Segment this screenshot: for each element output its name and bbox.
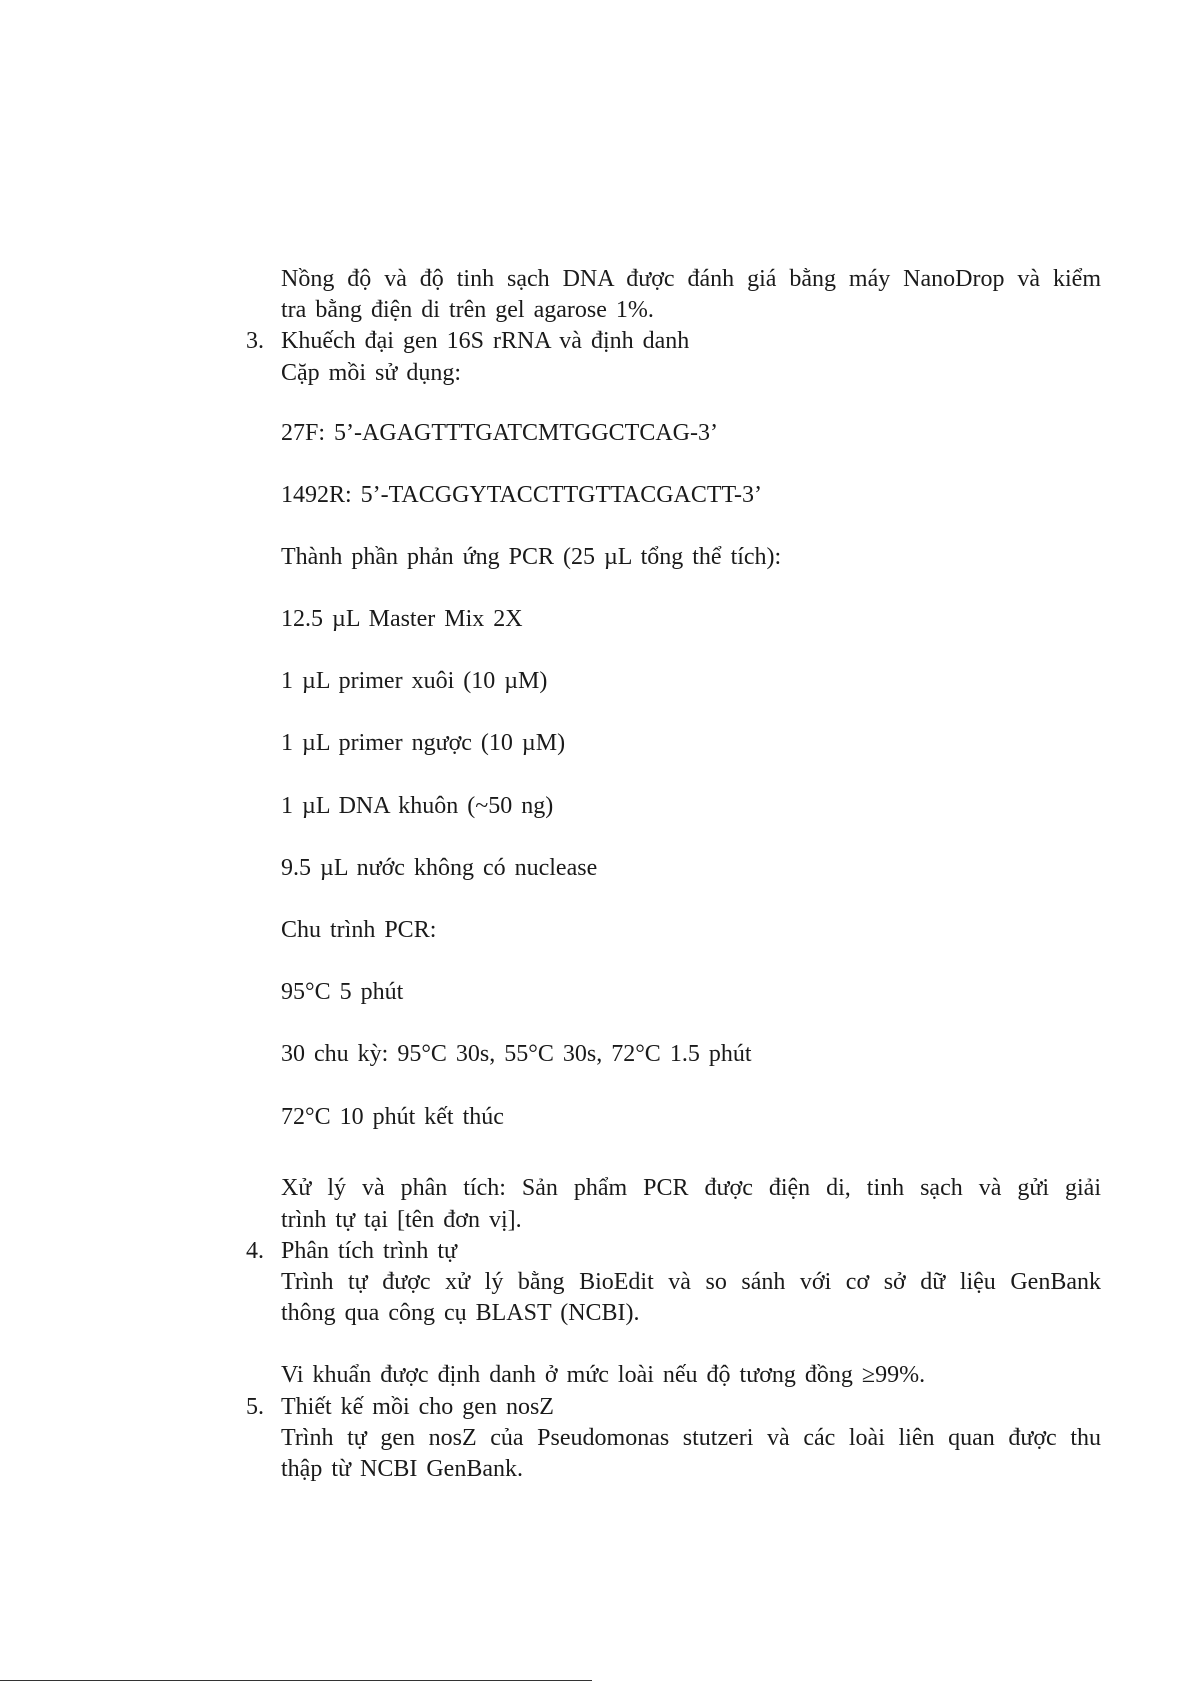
pcr-mix-item: 1 µL primer xuôi (10 µM) [281, 668, 548, 694]
paragraph-line: Trình tự được xử lý bằng BioEdit và so sánh với cơ sở dữ liệu GenBank [281, 1269, 1101, 1295]
section-title: Phân tích trình tự [281, 1238, 457, 1264]
paragraph-line: trình tự tại [tên đơn vị]. [281, 1207, 522, 1233]
pcr-mix-item: 1 µL primer ngược (10 µM) [281, 730, 566, 756]
pcr-mix-item: 1 µL DNA khuôn (~50 ng) [281, 793, 554, 819]
footnote-divider [0, 1680, 592, 1681]
paragraph-line: Xử lý và phân tích: Sản phẩm PCR được điện di, tinh sạch và gửi giải [281, 1175, 1101, 1201]
pcr-cycle-item: 95°C 5 phút [281, 979, 404, 1005]
section-title: Khuếch đại gen 16S rRNA và định danh [281, 328, 690, 354]
pcr-mix-item: 12.5 µL Master Mix 2X [281, 606, 523, 632]
paragraph-line: Nồng độ và độ tinh sạch DNA được đánh giá bằng máy NanoDrop và kiểm [281, 266, 1101, 292]
paragraph-line: thập từ NCBI GenBank. [281, 1456, 523, 1482]
primer-reverse: 1492R: 5’-TACGGYTACCTTGTTACGACTT-3’ [281, 482, 762, 508]
pcr-cycle-item: 72°C 10 phút kết thúc [281, 1104, 504, 1130]
primer-heading: Cặp mồi sử dụng: [281, 360, 462, 386]
section-number: 5. [246, 1394, 264, 1420]
pcr-mix-heading: Thành phần phản ứng PCR (25 µL tổng thể tích): [281, 544, 782, 570]
section-number: 3. [246, 328, 264, 354]
paragraph-line: Trình tự gen nosZ của Pseudomonas stutzeri và các loài liên quan được thu [281, 1425, 1101, 1451]
section-number: 4. [246, 1238, 264, 1264]
identification-note: Vi khuẩn được định danh ở mức loài nếu độ tương đồng ≥99%. [281, 1362, 926, 1388]
pcr-cycle-heading: Chu trình PCR: [281, 917, 437, 943]
pcr-mix-item: 9.5 µL nước không có nuclease [281, 855, 598, 881]
paragraph-line: tra bằng điện di trên gel agarose 1%. [281, 297, 654, 323]
paragraph-line: thông qua công cụ BLAST (NCBI). [281, 1300, 640, 1326]
primer-forward: 27F: 5’-AGAGTTTGATCMTGGCTCAG-3’ [281, 420, 718, 446]
pcr-cycle-item: 30 chu kỳ: 95°C 30s, 55°C 30s, 72°C 1.5 phút [281, 1041, 752, 1067]
section-title: Thiết kế mồi cho gen nosZ [281, 1394, 554, 1420]
